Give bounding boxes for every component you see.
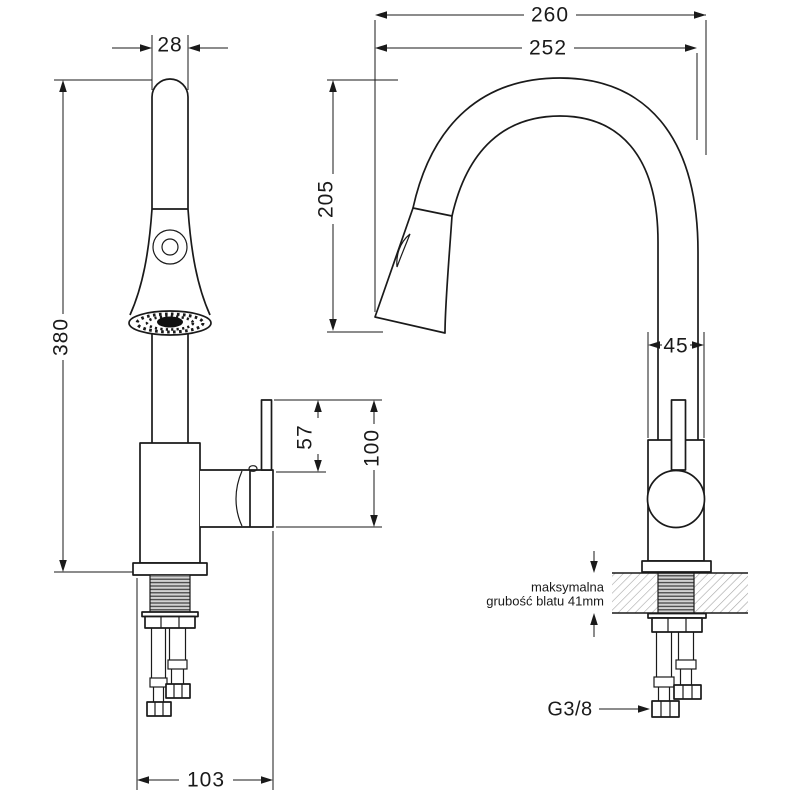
arrow-left-icon xyxy=(188,44,200,52)
lock-nut-front xyxy=(145,617,195,629)
dim-label-g38: G3/8 xyxy=(547,698,593,721)
threaded-stem-front xyxy=(150,575,190,612)
dim-label-103: 103 xyxy=(186,768,226,792)
dim-label-100: 100 xyxy=(360,428,384,468)
arrow-up-icon xyxy=(59,80,67,92)
sprayer-center-outlet xyxy=(157,317,183,328)
base-flange-front xyxy=(133,563,207,575)
supply-hoses-side xyxy=(652,632,701,717)
dimensions xyxy=(50,4,706,792)
base-flange-side xyxy=(642,561,711,572)
note-line2: grubość blatu 41mm xyxy=(486,593,604,609)
dim-label-28: 28 xyxy=(157,33,183,57)
diverter-button-inner xyxy=(162,239,178,255)
hose-nut-right xyxy=(166,684,190,698)
dim-label-57: 57 xyxy=(293,424,317,450)
spout-column-upper xyxy=(152,79,188,209)
spout-column-lower xyxy=(152,334,188,443)
hose-nut-side-right xyxy=(674,685,701,699)
note-line1: maksymalna xyxy=(531,579,604,595)
dim-label-45: 45 xyxy=(663,334,689,358)
dim-spout-width xyxy=(112,34,228,90)
arrow-right-icon xyxy=(694,11,706,19)
dim-label-380: 380 xyxy=(49,317,73,357)
arrow-up-icon xyxy=(370,400,378,412)
spray-head-cone xyxy=(130,209,210,315)
arrow-down-icon xyxy=(590,561,598,573)
countertop-thickness-note xyxy=(486,551,605,637)
hose-nut-left xyxy=(147,702,171,716)
dim-spout-reach xyxy=(375,37,697,140)
hose-nut-g38 xyxy=(652,701,679,717)
arrow-right-icon xyxy=(685,44,697,52)
arrow-down-icon xyxy=(314,460,322,472)
front-view xyxy=(129,79,273,716)
arrow-right-icon xyxy=(638,705,650,713)
arrow-left-icon xyxy=(375,44,387,52)
dim-lever-total xyxy=(276,400,384,527)
spray-head-side xyxy=(375,208,452,333)
arrow-down-icon xyxy=(329,319,337,331)
handle-lever-front xyxy=(262,400,272,470)
diverter-button-outer xyxy=(153,230,187,264)
dim-label-260: 260 xyxy=(530,3,570,27)
ball-joint xyxy=(648,471,705,528)
thread-size-label xyxy=(547,698,650,720)
arrow-right-icon xyxy=(140,44,152,52)
arrow-left-icon xyxy=(137,776,149,784)
arrow-up-icon xyxy=(314,400,322,412)
supply-hoses-front xyxy=(147,628,190,716)
gooseneck-outer xyxy=(413,78,698,440)
handle-lever-side xyxy=(672,400,686,470)
side-view xyxy=(375,78,748,717)
arrow-up-icon xyxy=(590,613,598,625)
faucet-body-front xyxy=(140,443,200,563)
gooseneck-inner xyxy=(452,116,658,440)
dim-label-205: 205 xyxy=(314,179,338,219)
arrow-left-icon xyxy=(648,341,660,349)
dim-total-height xyxy=(50,80,152,572)
threaded-stem-in-slab xyxy=(658,573,694,613)
countertop-slab xyxy=(612,573,748,613)
lock-nut-side xyxy=(652,618,702,632)
arrow-up-icon xyxy=(329,80,337,92)
arrow-right-icon xyxy=(261,776,273,784)
arrow-left-icon xyxy=(375,11,387,19)
arrow-down-icon xyxy=(370,515,378,527)
dim-label-252: 252 xyxy=(528,36,568,60)
arrow-down-icon xyxy=(59,560,67,572)
